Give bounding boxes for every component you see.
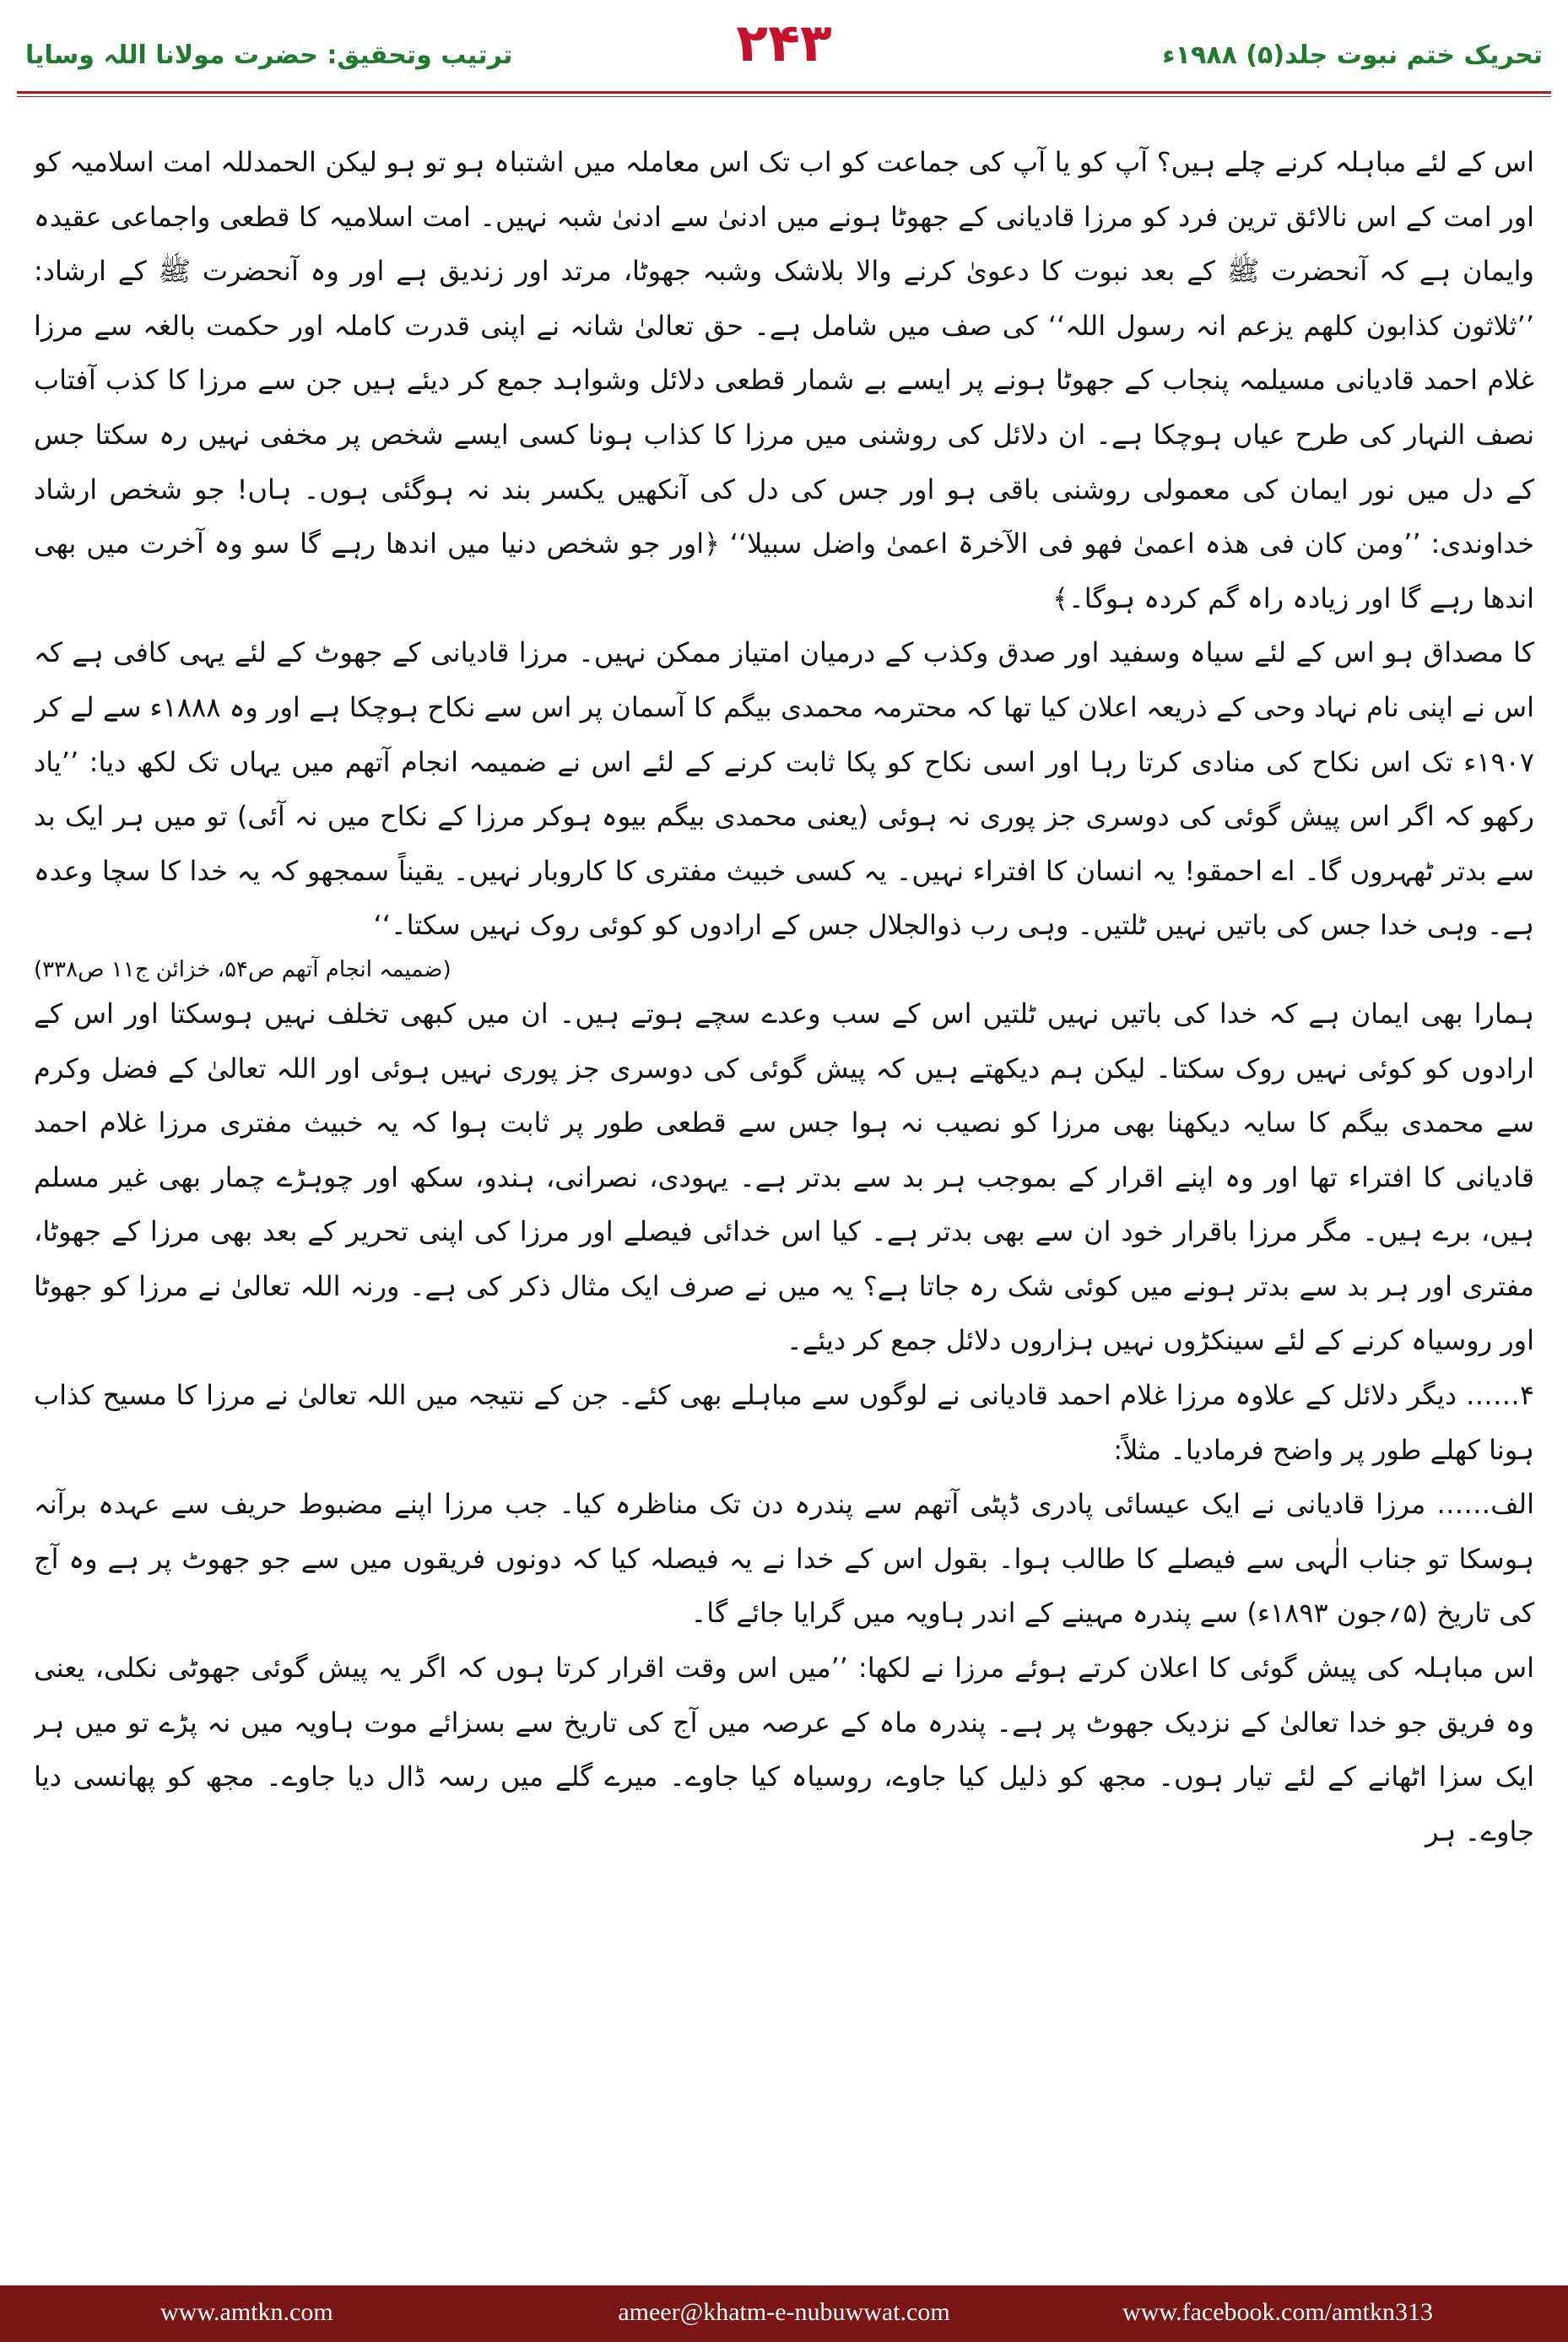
page-header — [0, 0, 1568, 101]
footer-website-link[interactable]: www.amtkn.com — [160, 2298, 333, 2326]
paragraph-4: ۴…… دیگر دلائل کے علاوہ مرزا غلام احمد قادیانی نے لوگوں سے مباہلے بھی کئے۔ جن کے نتیجہ میں اللہ تعالیٰ نے مرزا کا مسیح کذاب ہونا کھلے طور پر واضح فرمادیا۔ مثلاً: — [34, 1379, 1534, 1466]
page-footer — [0, 2285, 1568, 2342]
paragraph-2: کا مصداق ہو اس کے لئے سیاہ وسفید اور صدق وکذب کے درمیان امتیاز ممکن نہیں۔ مرزا قادیانی کے جھوٹ کے لئے یہی کافی ہے کہ اس نے اپنی نام نہاد وحی کے ذریعہ اعلان کیا تھا کہ محترمہ محمدی بیگم کا آسمان پر اس سے نکاح ہوچکا ہے اور وہ ۱۸۸۸ء سے لے کر ۱۹۰۷ء تک اس نکاح کی منادی کرتا رہا اور اسی نکاح کو پکا ثابت کرنے کے لئے اس نے ضمیمہ انجام آتھم میں یہاں تک لکھ دیا: ’’یاد رکھو کہ اگر اس پیش گوئی کی دوسری جز پوری نہ ہوئی (یعنی محمدی بیگم بیوہ ہوکر مرزا کے نکاح میں نہ آئی) تو میں ہر ایک بد سے بدتر ٹھہروں گا۔ اے احمقو! یہ انسان کا افتراء نہیں۔ یہ کسی خبیث مفتری کا کاروبار نہیں۔ یقیناً سمجھو کہ یہ خدا کا سچا وعدہ ہے۔ وہی خدا جس کی باتیں نہیں ٹلتیں۔ وہی رب ذوالجلال جس کے ارادوں کو کوئی روک نہیں سکتا۔‘‘ — [34, 636, 1534, 942]
paragraph-3: ہمارا بھی ایمان ہے کہ خدا کی باتیں نہیں ٹلتیں اس کے سب وعدے سچے ہوتے ہیں۔ ان میں کبھی تخلف نہیں ہوسکتا اور اس کے ارادوں کو کوئی نہیں روک سکتا۔ لیکن ہم دیکھتے ہیں کہ پیش گوئی کی دوسری جز پوری نہیں ہوئی اور اللہ تعالیٰ کے فضل وکرم سے محمدی بیگم کا سایہ دیکھنا بھی مرزا کو نصیب نہ ہوا جس سے قطعی طور پر ثابت ہوا کہ یہ خبیث مفتری مرزا غلام احمد قادیانی کا افتراء تھا اور وہ اپنے اقرار کے بموجب ہر بد سے بدتر ہے۔ یہودی، نصرانی، ہندو، سکھ اور چوہڑے چمار بھی غیر مسلم ہیں، برے ہیں۔ مگر مرزا باقرار خود ان سے بھی بدتر ہے۔ کیا اس خدائی فیصلے اور مرزا کی اپنی تحریر کے بعد بھی مرزا کے جھوٹا، مفتری اور ہر بد سے بدتر ہونے میں کوئی شک رہ جاتا ہے؟ یہ میں نے صرف ایک مثال ذکر کی ہے۔ ورنہ اللہ تعالیٰ نے مرزا کو جھوٹا اور روسیاہ کرنے کے لئے سینکڑوں نہیں ہزاروں دلائل جمع کر دیئے۔ — [34, 997, 1534, 1357]
citation-reference: (ضمیمہ انجام آتھم ص۵۴، خزائن ج۱۱ ص۳۳۸) — [34, 956, 451, 982]
page-body — [34, 135, 1534, 2262]
header-divider — [17, 91, 1551, 97]
paragraph-5: الف…… مرزا قادیانی نے ایک عیسائی پادری ڈپٹی آتھم سے پندرہ دن تک مناظرہ کیا۔ جب مرزا اپنے مضبوط حریف سے عہدہ برآنہ ہوسکا تو جناب الٰہی سے فیصلے کا طالب ہوا۔ بقول اس کے خدا نے یہ فیصلہ کیا کہ دونوں فریقوں میں سے جو جھوٹ پر ہے وہ آج کی تاریخ (۵؍جون ۱۸۹۳ء) سے پندرہ مہینے کے اندر ہاویہ میں گرایا جائے گا۔ — [34, 1488, 1534, 1630]
footer-email-link[interactable]: ameer@khatm-e-nubuwwat.com — [618, 2298, 950, 2326]
paragraph-1: اس کے لئے مباہلہ کرنے چلے ہیں؟ آپ کو یا آپ کی جماعت کو اب تک اس معاملہ میں اشتباہ ہو تو ہو لیکن الحمدللہ امت اسلامیہ کو اور امت کے اس نالائق ترین فرد کو مرزا قادیانی کے جھوٹا ہونے میں ادنیٰ سے ادنیٰ شبہ نہیں۔ امت اسلامیہ کا قطعی واجماعی عقیدہ وایمان ہے کہ آنحضرت ﷺ کے بعد نبوت کا دعویٰ کرنے والا بلاشک وشبہ جھوٹا، مرتد اور زندیق ہے اور وہ آنحضرت ﷺ کے ارشاد: ’’ثلاثون کذابون کلھم یزعم انہ رسول اللہ‘‘ کی صف میں شامل ہے۔ حق تعالیٰ شانہ نے اپنی قدرت کاملہ اور حکمت بالغہ سے مرزا غلام احمد قادیانی مسیلمہ پنجاب کے جھوٹا ہونے پر ایسے بے شمار قطعی دلائل وشواہد جمع کر دیئے ہیں جن سے مرزا کا کذب آفتاب نصف النہار کی طرح عیاں ہوچکا ہے۔ ان دلائل کی روشنی میں مرزا کا کذاب ہونا کسی ایسے شخص پر مخفی نہیں رہ سکتا جس کے دل میں نور ایمان کی معمولی روشنی باقی ہو اور جس کی دل کی آنکھیں یکسر بند نہ ہوگئی ہوں۔ ہاں! جو شخص ارشاد خداوندی: ’’ومن کان فی ھذہ اعمیٰ فھو فی الآخرۃ اعمیٰ واضل سبیلا‘‘ ﴿اور جو شخص دنیا میں اندھا رہے گا سو وہ آخرت میں بھی اندھا رہے گا اور زیادہ راہ گم کردہ ہوگا۔﴾ — [34, 146, 1534, 614]
paragraph-6: اس مباہلہ کی پیش گوئی کا اعلان کرتے ہوئے مرزا نے لکھا: ’’میں اس وقت اقرار کرتا ہوں کہ اگر یہ پیش گوئی جھوٹی نکلی، یعنی وہ فریق جو خدا تعالیٰ کے نزدیک جھوٹ پر ہے۔ پندرہ ماہ کے عرصہ میں آج کی تاریخ سے بسزائے موت ہاویہ میں نہ پڑے تو میں ہر ایک سزا اٹھانے کے لئے تیار ہوں۔ مجھ کو ذلیل کیا جاوے، روسیاہ کیا جاوے۔ میرے گلے میں رسہ ڈال دیا جاوے۔ مجھ کو پھانسی دیا جاوے۔ ہر — [34, 1652, 1534, 1847]
compiler-credit: ترتیب وتحقیق: حضرت مولانا اللہ وسایا — [25, 41, 513, 70]
page-number: ۲۴۳ — [736, 12, 832, 73]
book-title: تحریک ختم نبوت جلد(۵) ۱۹۸۸ء — [1162, 41, 1543, 70]
footer-facebook-link[interactable]: www.facebook.com/amtkn313 — [1122, 2298, 1433, 2326]
